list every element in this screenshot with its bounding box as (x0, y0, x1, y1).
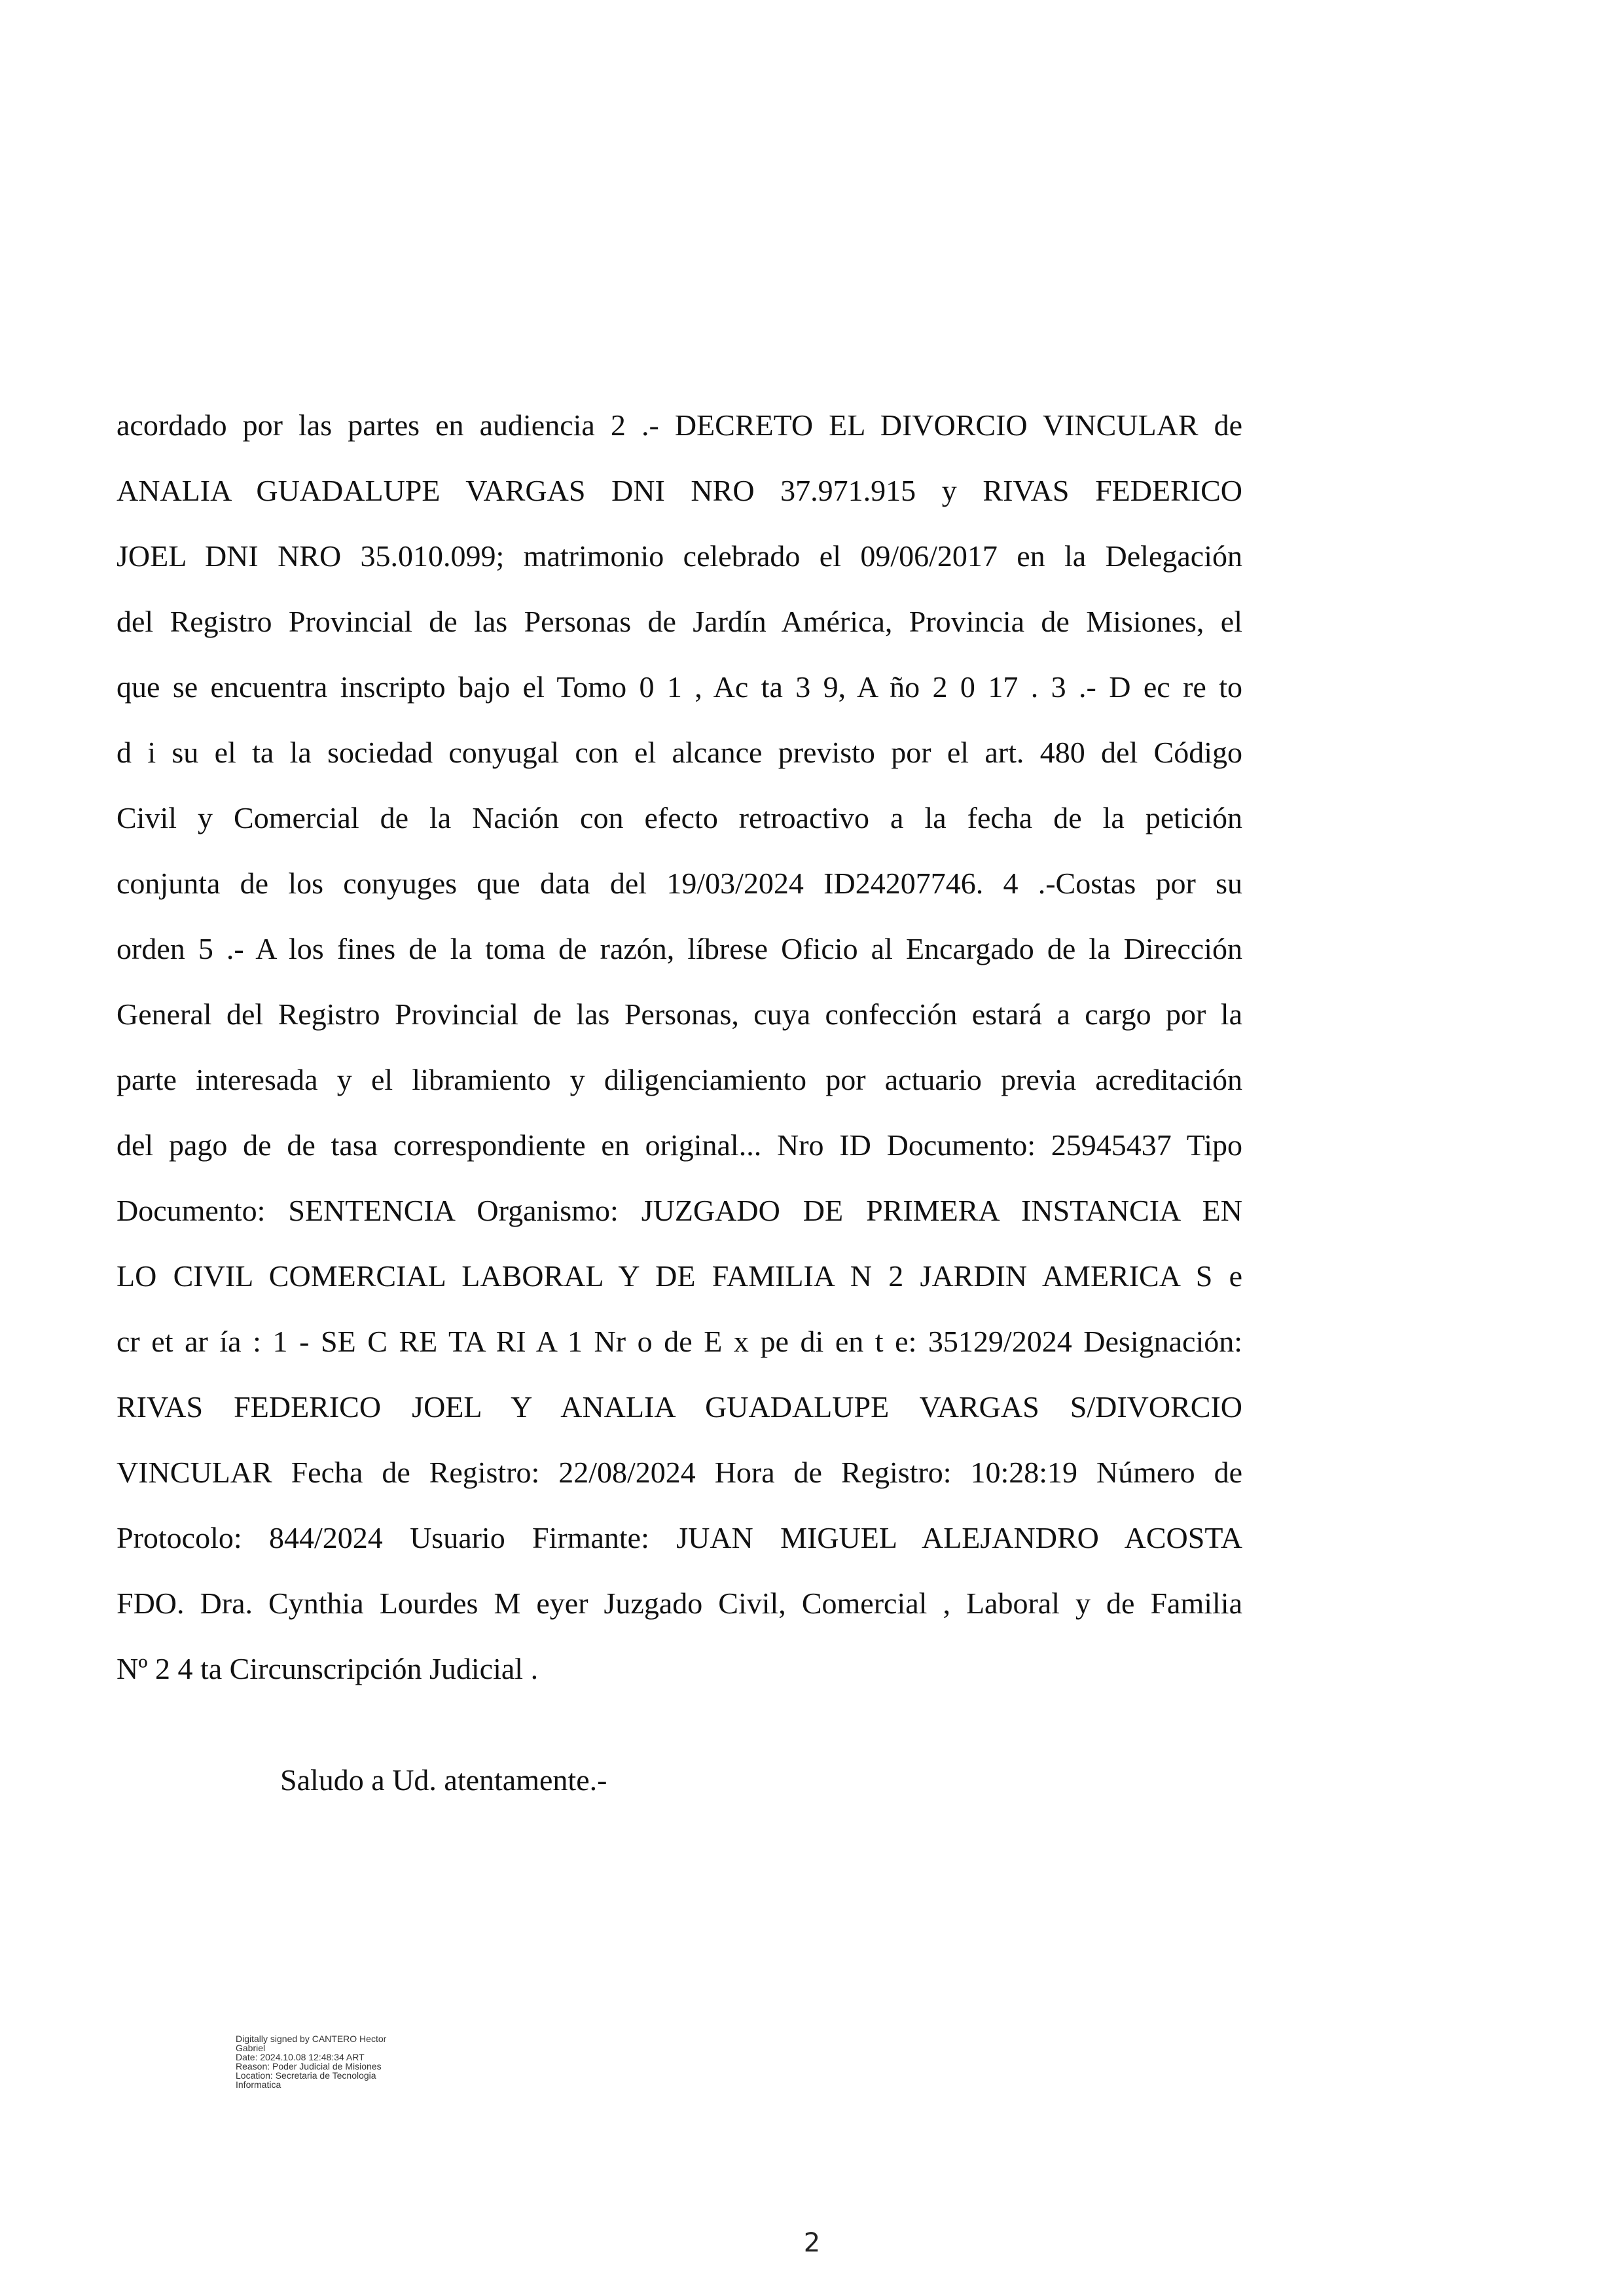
body-line: General del Registro Provincial de las Personas, cuya confección estará a cargo por la (117, 997, 1242, 1031)
body-line: del Registro Provincial de las Personas de Jardín América, Provincia de Misiones, el (117, 605, 1242, 638)
body-line: parte interesada y el libramiento y diligenciamiento por actuario previa acreditación (117, 1063, 1242, 1096)
signature-signer-cont: Gabriel (236, 2043, 266, 2053)
closing-salutation: Saludo a Ud. atentamente.- (280, 1763, 607, 1797)
document-body (117, 393, 1242, 1702)
body-line: d i su el ta la sociedad conyugal con el alcance previsto por el art. 480 del Código (117, 736, 1242, 769)
body-line: ANALIA GUADALUPE VARGAS DNI NRO 37.971.915 y RIVAS FEDERICO (117, 474, 1242, 507)
body-line: VINCULAR Fecha de Registro: 22/08/2024 Hora de Registro: 10:28:19 Número de (117, 1456, 1242, 1489)
body-line: RIVAS FEDERICO JOEL Y ANALIA GUADALUPE VARGAS S/DIVORCIO (117, 1390, 1242, 1424)
body-line: Nº 2 4 ta Circunscripción Judicial . (117, 1652, 539, 1685)
body-line: LO CIVIL COMERCIAL LABORAL Y DE FAMILIA N 2 JARDIN AMERICA S e (117, 1259, 1242, 1293)
signature-reason: Reason: Poder Judicial de Misiones (236, 2061, 382, 2072)
body-line: JOEL DNI NRO 35.010.099; matrimonio celebrado el 09/06/2017 en la Delegación (117, 539, 1242, 573)
body-line: del pago de de tasa correspondiente en original... Nro ID Documento: 25945437 Tipo (117, 1128, 1242, 1162)
body-line: orden 5 .- A los fines de la toma de razón, líbrese Oficio al Encargado de la Dirección (117, 932, 1242, 965)
signature-location: Location: Secretaria de Tecnologia (236, 2070, 376, 2081)
signature-date: Date: 2024.10.08 12:48:34 ART (236, 2052, 365, 2062)
signature-location-cont: Informatica (236, 2079, 281, 2090)
body-line: cr et ar ía : 1 - SE C RE TA RI A 1 Nr o de E x pe di en t e: 35129/2024 Designación: (117, 1325, 1242, 1358)
body-line: acordado por las partes en audiencia 2 .- DECRETO EL DIVORCIO VINCULAR de (117, 408, 1242, 442)
body-line: Protocolo: 844/2024 Usuario Firmante: JUAN MIGUEL ALEJANDRO ACOSTA (117, 1521, 1242, 1554)
page-number: 2 (803, 2228, 821, 2258)
body-line: FDO. Dra. Cynthia Lourdes M eyer Juzgado Civil, Comercial , Laboral y de Familia (117, 1587, 1242, 1620)
body-line: Documento: SENTENCIA Organismo: JUZGADO DE PRIMERA INSTANCIA EN (117, 1194, 1242, 1227)
body-line: conjunta de los conyuges que data del 19/03/2024 ID24207746. 4 .-Costas por su (117, 867, 1242, 900)
body-line: Civil y Comercial de la Nación con efecto retroactivo a la fecha de la petición (117, 801, 1242, 834)
digital-signature-stamp (236, 2034, 432, 2089)
body-line: que se encuentra inscripto bajo el Tomo 0 1 , Ac ta 3 9, A ño 2 0 17 . 3 .- D ec re to (117, 670, 1242, 704)
signature-signer: Digitally signed by CANTERO Hector (236, 2034, 387, 2044)
